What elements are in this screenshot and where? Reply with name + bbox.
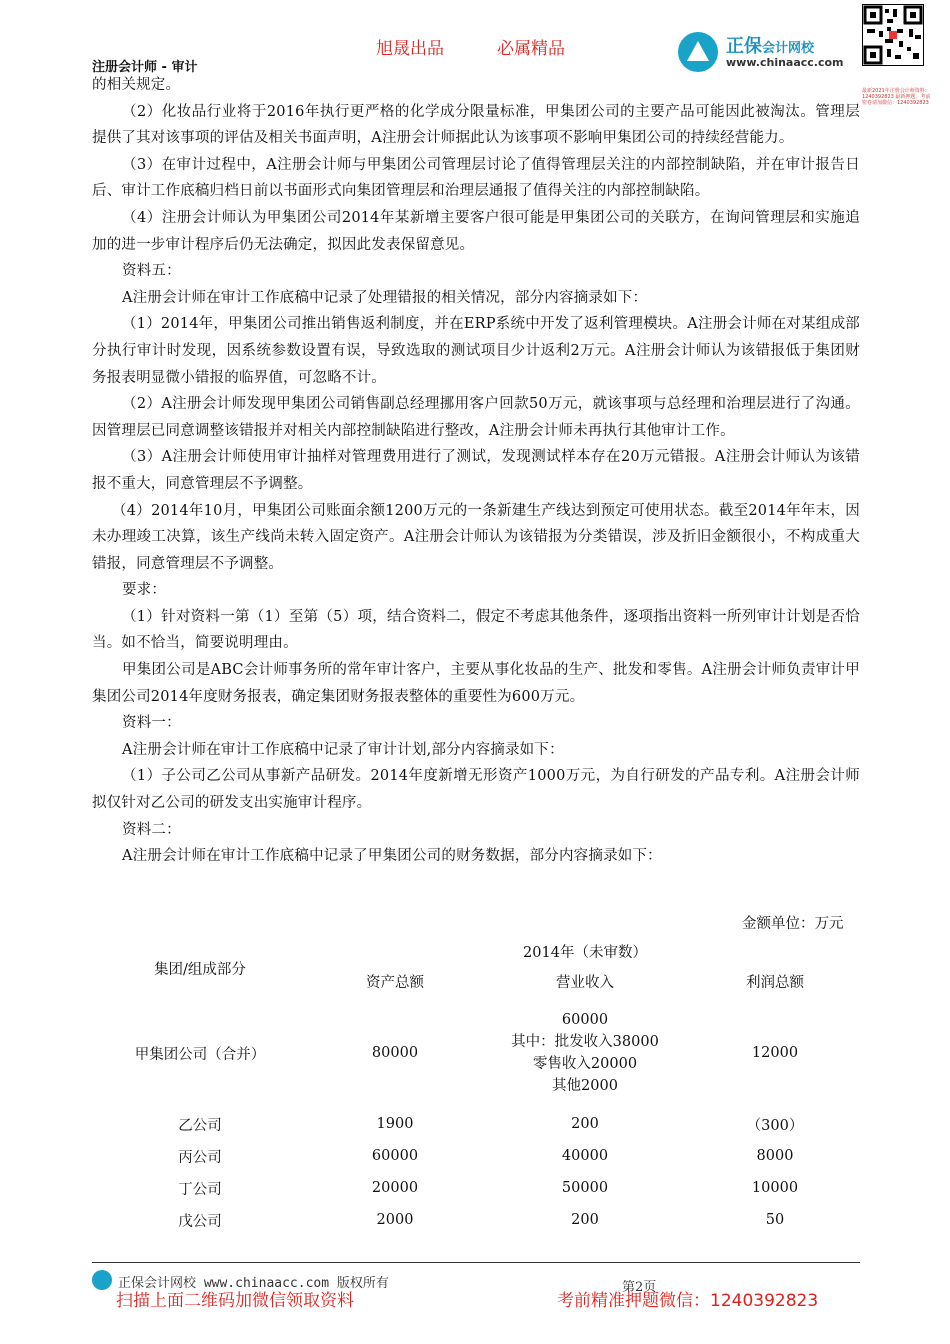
table-row bbox=[95, 1108, 865, 1140]
cell-revenue: 40000 bbox=[561, 1148, 609, 1164]
logo-brand-sub: 会计网校 bbox=[762, 41, 815, 56]
logo-brand: 正保会计网校 bbox=[726, 36, 815, 57]
cell-revenue: 50000 bbox=[561, 1180, 609, 1196]
financial-table bbox=[95, 938, 865, 1236]
table-row bbox=[95, 1204, 865, 1236]
subject-header: 注册会计师 - 审计 bbox=[92, 60, 198, 75]
paragraph: 甲集团公司是ABC会计师事务所的常年审计客户，主要从事化妆品的生产、批发和零售。A注册会计师负责审计甲集团公司2014年度财务报表，确定集团财务报表整体的重要性为600万元。 bbox=[92, 662, 860, 705]
table-row bbox=[95, 998, 865, 1108]
paragraph: （4）注册会计师认为甲集团公司2014年某新增主要客户很可能是甲集团公司的关联方，在询问管理层和实施追加的进一步审计程序后仍无法确定，拟因此发表保留意见。 bbox=[92, 209, 860, 253]
paragraph: （3）在审计过程中，A注册会计师与甲集团公司管理层讨论了值得管理层关注的内部控制缺陷，并在审计报告日后、审计工作底稿归档日前以书面形式向集团管理层和治理层通报了值得关注的内部控制缺陷。 bbox=[92, 156, 860, 200]
promo-text-1: 扫描上面二维码加微信领取资料 bbox=[116, 1291, 354, 1311]
cell-name: 丙公司 bbox=[178, 1149, 222, 1166]
cell-profit: 12000 bbox=[751, 1045, 799, 1061]
cell-assets: 60000 bbox=[371, 1148, 419, 1164]
cell-name: 戊公司 bbox=[178, 1213, 222, 1230]
footer-logo-icon bbox=[92, 1270, 112, 1290]
cell-profit: 50 bbox=[765, 1212, 785, 1228]
slogan-2: 必属精品 bbox=[497, 39, 565, 59]
col-header-revenue: 营业收入 bbox=[556, 974, 614, 991]
cell-revenue: 200 bbox=[571, 1212, 599, 1228]
table-unit: 金额单位：万元 bbox=[742, 916, 844, 932]
cell-profit: 8000 bbox=[756, 1148, 794, 1164]
page-number: 第2页 bbox=[622, 1280, 657, 1295]
paragraph: （4）2014年10月，甲集团公司账面余额1200万元的一条新建生产线达到预定可使用状态。截至2014年年末，因未办理竣工决算，该生产线尚未转入固定资产。A注册会计师认为该错报为分类错误，涉及折旧金额很小，不构成重大错报，同意管理层不予调整。 bbox=[92, 502, 860, 572]
document-body bbox=[92, 72, 860, 870]
paragraph: （1）针对资料一第（1）至第（5）项，结合资料二，假定不考虑其他条件，逐项指出资料一所列审计计划是否恰当。如不恰当，简要说明理由。 bbox=[92, 608, 860, 652]
paragraph: （2）A注册会计师发现甲集团公司销售副总经理挪用客户回款50万元，就该事项与总经理和治理层进行了沟通。因管理层已同意调整该错报并对相关内部控制缺陷进行整改，A注册会计师未再执行其他审计工作。 bbox=[92, 396, 860, 439]
paragraph: （1）子公司乙公司从事新产品研发。2014年度新增无形资产1000万元，为自行研发的产品专利。A注册会计师拟仅针对乙公司的研发支出实施审计程序。 bbox=[92, 768, 860, 812]
cell-name: 乙公司 bbox=[178, 1117, 222, 1134]
revenue-line: 60000 bbox=[561, 1012, 609, 1028]
cell-name: 丁公司 bbox=[178, 1181, 222, 1198]
footer-divider bbox=[92, 1262, 860, 1263]
revenue-line: 零售收入20000 bbox=[532, 1056, 638, 1072]
cell-revenue bbox=[485, 998, 685, 1108]
logo-url: www.chinaacc.com bbox=[726, 56, 844, 69]
cell-profit: （300） bbox=[746, 1117, 804, 1134]
revenue-line: 其他2000 bbox=[552, 1078, 618, 1094]
qr-note: 最新2021年注册会计师资料：1240392823 最新押题、考前密卷请加微信：1240392823 bbox=[862, 88, 931, 106]
table-row bbox=[95, 1140, 865, 1172]
paragraph: 的相关规定。 bbox=[92, 77, 181, 93]
cell-assets: 20000 bbox=[371, 1180, 419, 1196]
table-row bbox=[95, 1172, 865, 1204]
section-heading: 资料一： bbox=[122, 715, 181, 732]
paragraph: A注册会计师在审计工作底稿中记录了甲集团公司的财务数据，部分内容摘录如下： bbox=[122, 848, 662, 865]
cell-assets: 1900 bbox=[376, 1116, 414, 1132]
section-heading: 资料二： bbox=[122, 821, 181, 838]
col-header-assets: 资产总额 bbox=[366, 974, 424, 991]
col-header-group: 集团/组成部分 bbox=[154, 961, 246, 978]
logo-icon bbox=[678, 32, 718, 72]
section-heading: 资料五： bbox=[122, 263, 181, 280]
footer-copyright: 正保会计网校 www.chinaacc.com 版权所有 bbox=[118, 1276, 389, 1291]
paragraph: A注册会计师在审计工作底稿中记录了审计计划,部分内容摘录如下： bbox=[122, 741, 564, 758]
paragraph: （1）2014年，甲集团公司推出销售返利制度，并在ERP系统中开发了返利管理模块。A注册会计师在对某组成部分执行审计时发现，因系统参数设置有误，导致选取的测试项目少计返利2万元。A注册会计师认为该错报低于集团财务报表明显微小错报的临界值，可忽略不计。 bbox=[92, 316, 860, 386]
col-header-year: 2014年（未审数） bbox=[523, 944, 647, 961]
revenue-line: 其中：批发收入38000 bbox=[511, 1034, 659, 1050]
cell-profit: 10000 bbox=[751, 1180, 799, 1196]
section-heading: 要求： bbox=[122, 582, 167, 599]
chinaacc-logo bbox=[678, 30, 858, 74]
slogan-1: 旭晟出品 bbox=[376, 39, 444, 59]
paragraph: A注册会计师在审计工作底稿中记录了处理错报的相关情况，部分内容摘录如下： bbox=[122, 289, 648, 306]
cell-assets: 80000 bbox=[371, 1045, 419, 1061]
cell-assets: 2000 bbox=[376, 1212, 414, 1228]
cell-revenue: 200 bbox=[571, 1116, 599, 1132]
paragraph: （2）化妆品行业将于2016年执行更严格的化学成分限量标准，甲集团公司的主要产品可能因此被淘汰。管理层提供了其对该事项的评估及相关书面声明，A注册会计师据此认为该事项不影响甲集团公司的持续经营能力。 bbox=[92, 103, 860, 147]
cell-name: 甲集团公司（合并） bbox=[134, 1046, 266, 1063]
paragraph: （3）A注册会计师使用审计抽样对管理费用进行了测试，发现测试样本存在20万元错报。A注册会计师认为该错报不重大，同意管理层不予调整。 bbox=[92, 449, 860, 492]
col-header-profit: 利润总额 bbox=[746, 974, 804, 991]
qr-code-icon bbox=[862, 4, 924, 66]
promo-text-2: 考前精准押题微信：1240392823 bbox=[557, 1291, 819, 1311]
